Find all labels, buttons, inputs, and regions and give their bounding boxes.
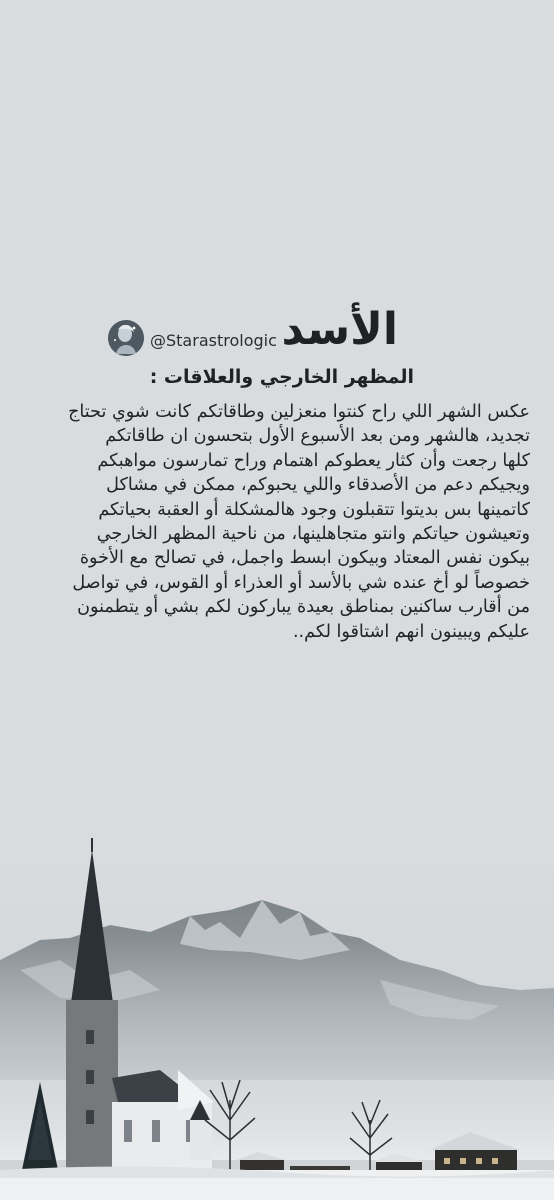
- astrology-avatar-icon: [108, 320, 144, 356]
- title-row: [0, 302, 554, 362]
- account-handle[interactable]: @Starastrologic: [150, 331, 277, 350]
- winter-landscape-image: [0, 820, 554, 1200]
- avatar[interactable]: [108, 320, 144, 356]
- section-subtitle: المظهر الخارجي والعلاقات :: [149, 366, 414, 388]
- page-title: الأسد: [281, 304, 398, 355]
- horoscope-paragraph: عكس الشهر اللي راح كنتوا منعزلين وطاقاتكم كانت شوي تحتاج تجديد، هالشهر ومن بعد الأسبوع الأول بتحسون ان طاقاتكم كلها رجعت وأن كثار يعطوكم اهتمام وراح تمارسون مواهبكم ويجيكم دعم من الأصدقاء واللي يحبوكم، ممكن في مشاكل كاتمينها بس بديتوا تتقبلون وجود هالمشكلة أو العقبة بحياتكم وتعيشون حياتكم وانتو متجاهلينها، من ناحية المظهر الخارجي بيكون نفس المعتاد وبيكون ابسط واجمل، في تصالح مع الأخوة خصوصاً لو أخ عنده شي بالأسد أو العذراء أو القوس، في تواصل من أقارب ساكنين بمناطق بعيدة يباركون لكم بشي أو يتطمنون عليكم ويبينون انهم اشتاقوا لكم..: [68, 402, 530, 642]
